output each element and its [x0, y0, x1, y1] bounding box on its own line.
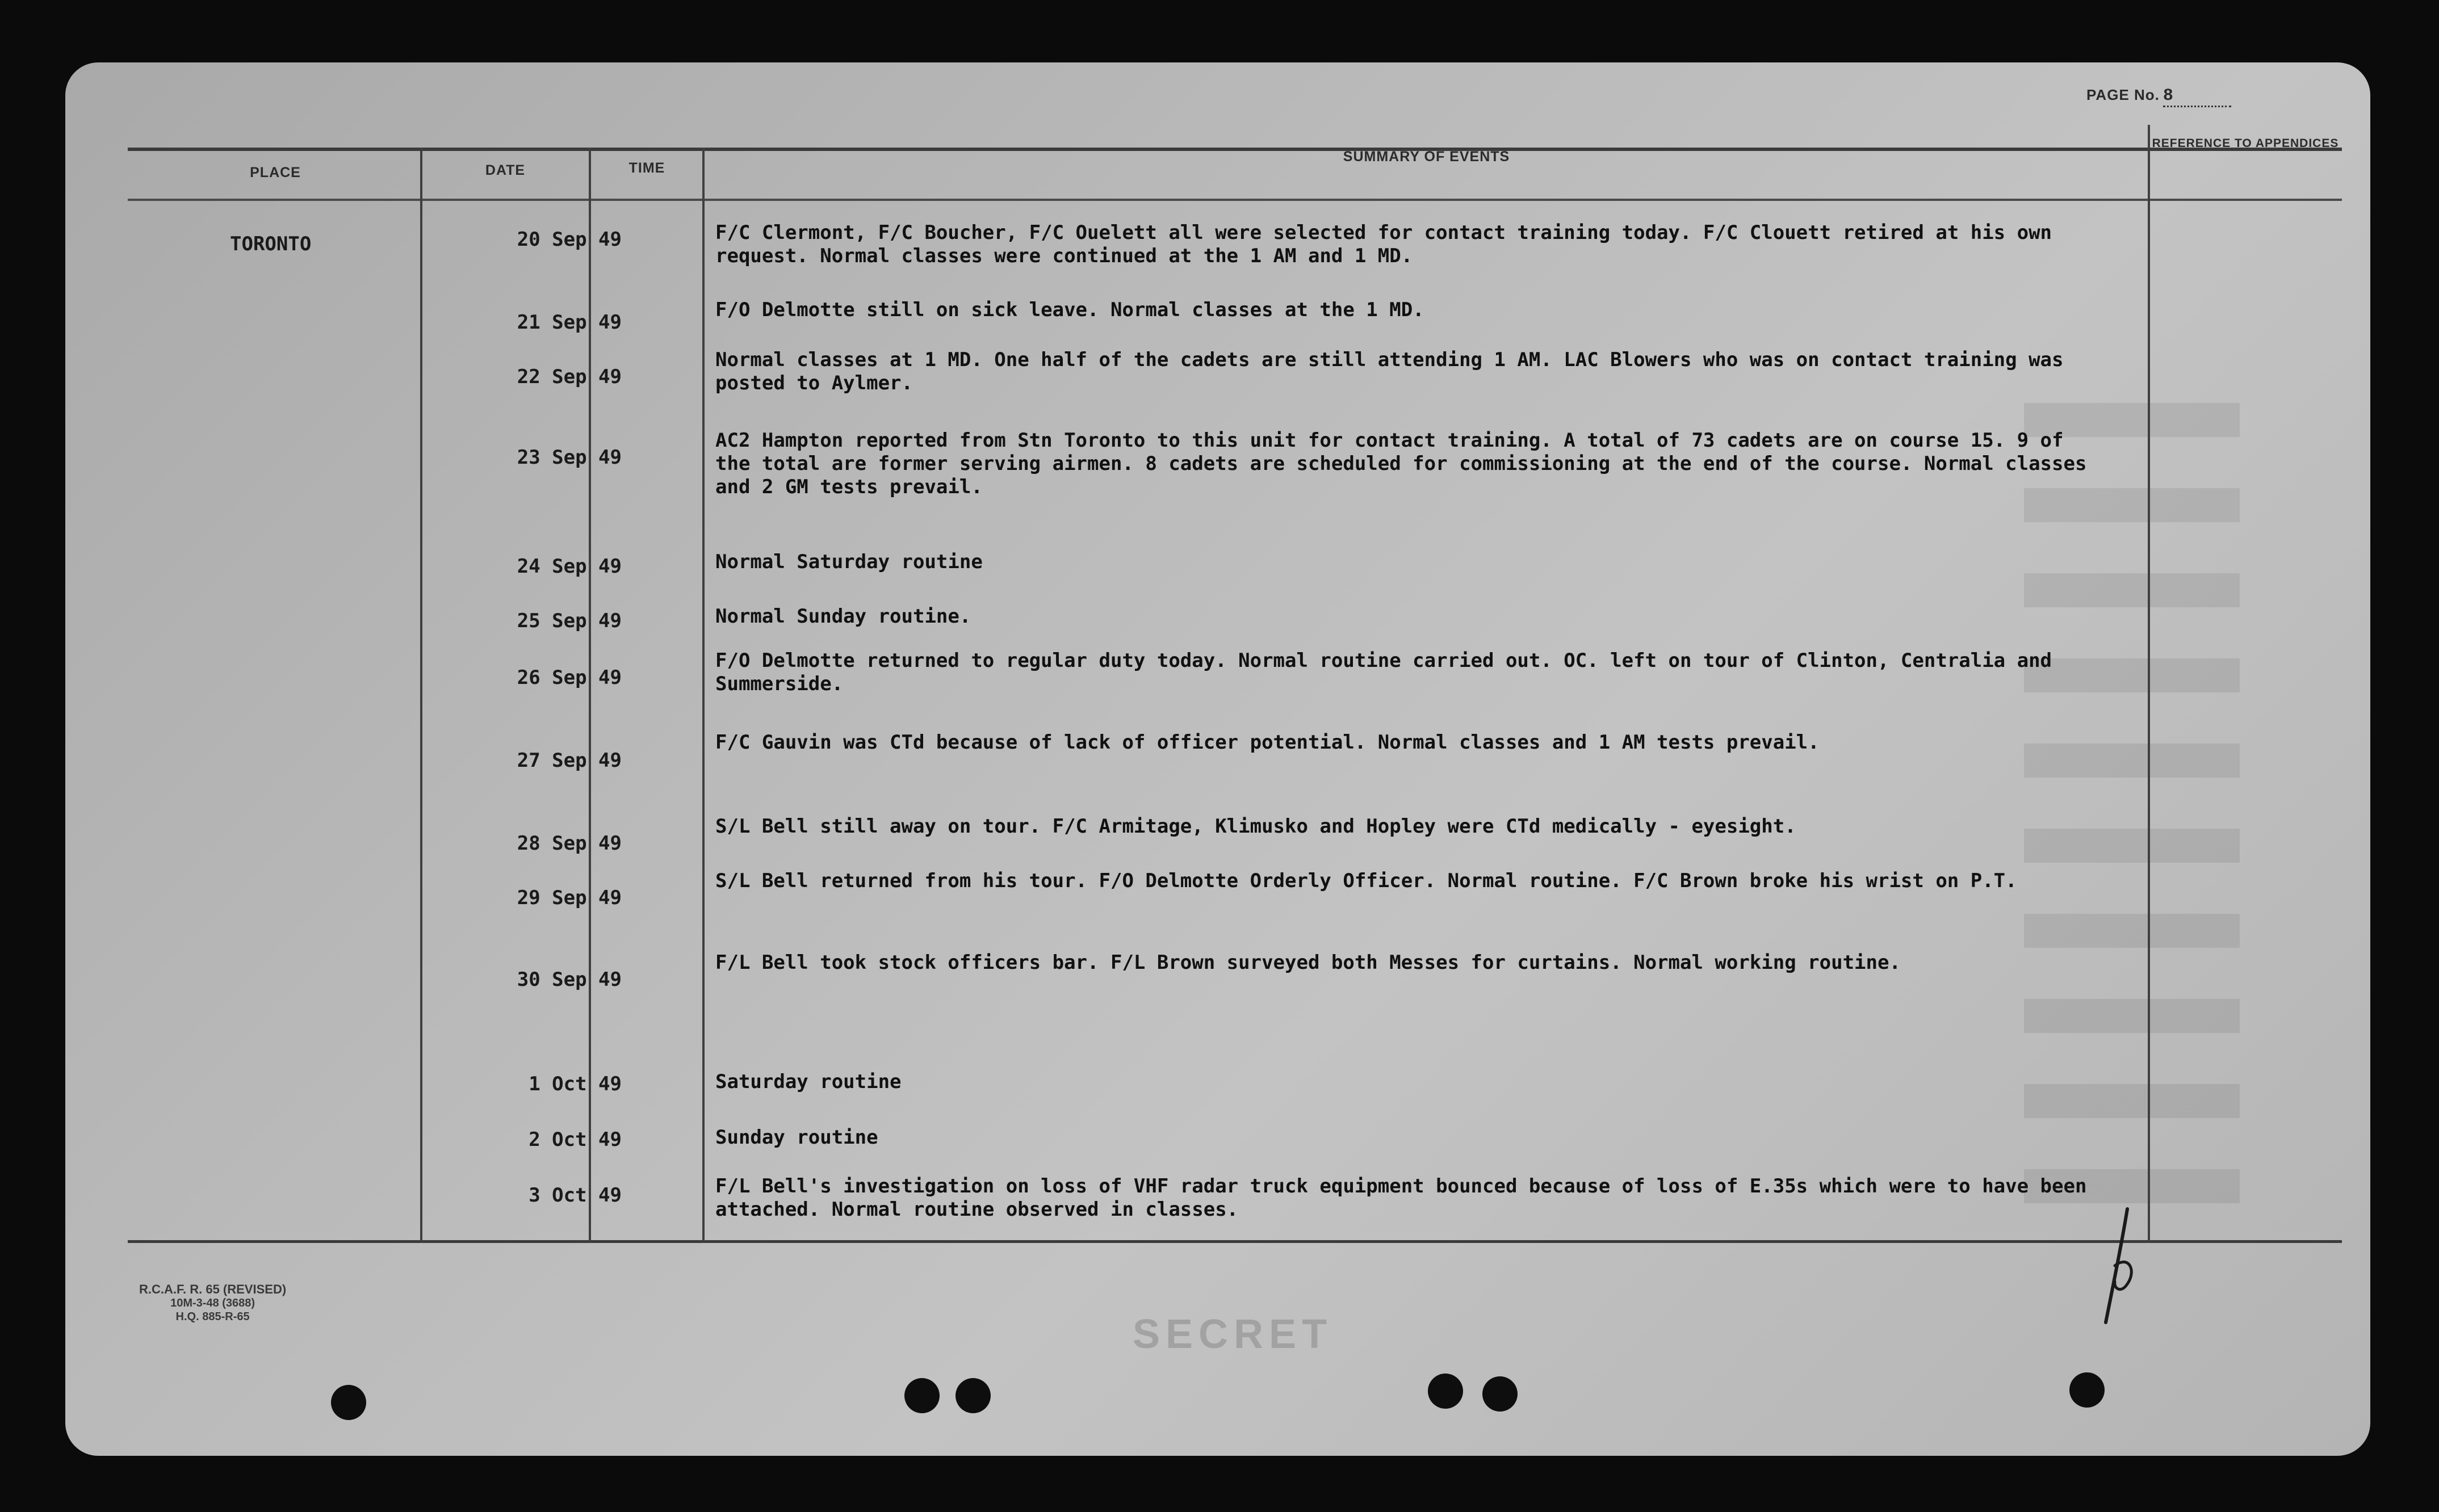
entry-date: 3 Oct 49: [529, 1184, 622, 1207]
header-place: PLACE: [250, 165, 301, 180]
entry-date: 21 Sep 49: [517, 311, 622, 334]
entry-date: 23 Sep 49: [517, 446, 622, 469]
form-hq-code: H.Q. 885-R-65: [175, 1311, 250, 1323]
form-footer: [139, 1283, 286, 1324]
page-number: [2086, 86, 2231, 107]
binder-hole: [331, 1385, 366, 1420]
column-divider-summary: [2148, 125, 2150, 1242]
document-card: [65, 62, 2370, 1456]
page-number-value: 8: [2163, 86, 2231, 107]
place-value: TORONTO: [230, 233, 312, 255]
entry-summary: F/L Bell took stock officers bar. F/L Brown surveyed both Messes for curtains. Normal working routine.: [715, 951, 1901, 974]
header-time: TIME: [628, 160, 665, 176]
entry-date: 26 Sep 49: [517, 666, 622, 689]
handwritten-initial-mark: [2098, 1203, 2143, 1328]
entry-summary: F/C Gauvin was CTd because of lack of officer potential. Normal classes and 1 AM tests prevail.: [715, 731, 1820, 754]
entry-summary: Normal classes at 1 MD. One half of the cadets are still attending 1 AM. LAC Blowers who was on contact training was posted to Aylmer.: [715, 348, 2064, 394]
header-summary: SUMMARY OF EVENTS: [1343, 149, 1510, 165]
entry-summary: Normal Saturday routine: [715, 551, 983, 573]
entry-summary: S/L Bell still away on tour. F/C Armitage, Klimusko and Hopley were CTd medically - eyesight.: [715, 815, 1796, 838]
entry-date: 25 Sep 49: [517, 610, 622, 632]
entry-summary: Sunday routine: [715, 1126, 878, 1149]
entry-summary: F/O Delmotte still on sick leave. Normal classes at the 1 MD.: [715, 299, 1424, 321]
entry-date: 22 Sep 49: [517, 366, 622, 388]
entry-date: 28 Sep 49: [517, 832, 622, 855]
binder-hole: [904, 1378, 940, 1413]
entry-date: 24 Sep 49: [517, 555, 622, 578]
entry-summary: AC2 Hampton reported from Stn Toronto to this unit for contact training. A total of 73 cadets are on course 15. 9 of the total are former serving airmen. 8 cadets are scheduled for commissioning at the end of the course. Normal classes and 2 GM tests prevail.: [715, 429, 2087, 498]
entry-summary: F/O Delmotte returned to regular duty today. Normal routine carried out. OC. left on tour of Clinton, Centralia and Summerside.: [715, 649, 2052, 695]
header-reference: REFERENCE TO APPENDICES: [2152, 137, 2339, 150]
entry-summary: F/C Clermont, F/C Boucher, F/C Ouelett all were selected for contact training today. F/C Clouett retired at his own request. Normal classes were continued at the 1 AM and 1 MD.: [715, 221, 2052, 267]
binder-hole: [1428, 1374, 1463, 1409]
entry-date: 29 Sep 49: [517, 887, 622, 909]
form-print-code: 10M-3-48 (3688): [170, 1297, 255, 1309]
entry-date: 27 Sep 49: [517, 749, 622, 772]
binder-hole: [1482, 1376, 1518, 1412]
header-rule: [128, 199, 2342, 201]
form-number: R.C.A.F. R. 65 (REVISED): [139, 1282, 287, 1296]
entry-date: 1 Oct 49: [529, 1073, 622, 1095]
bottom-rule: [128, 1240, 2342, 1243]
entry-date: 20 Sep 49: [517, 228, 622, 251]
page-number-label: PAGE No.: [2086, 86, 2160, 103]
entry-summary: Normal Sunday routine.: [715, 605, 971, 628]
entry-summary: S/L Bell returned from his tour. F/O Delmotte Orderly Officer. Normal routine. F/C Brown broke his wrist on P.T.: [715, 870, 2017, 892]
entry-summary: Saturday routine: [715, 1070, 902, 1093]
header-date: DATE: [485, 162, 526, 178]
entry-summary: F/L Bell's investigation on loss of VHF radar truck equipment bounced because of loss of E.35s which were to have been attached. Normal routine observed in classes.: [715, 1175, 2087, 1221]
secret-stamp: SECRET: [1133, 1312, 1333, 1357]
binder-hole: [2069, 1372, 2105, 1408]
column-divider-time: [702, 148, 705, 1242]
column-divider-place: [420, 148, 422, 1242]
entry-date: 2 Oct 49: [529, 1128, 622, 1151]
entry-date: 30 Sep 49: [517, 968, 622, 991]
binder-hole: [956, 1378, 991, 1413]
